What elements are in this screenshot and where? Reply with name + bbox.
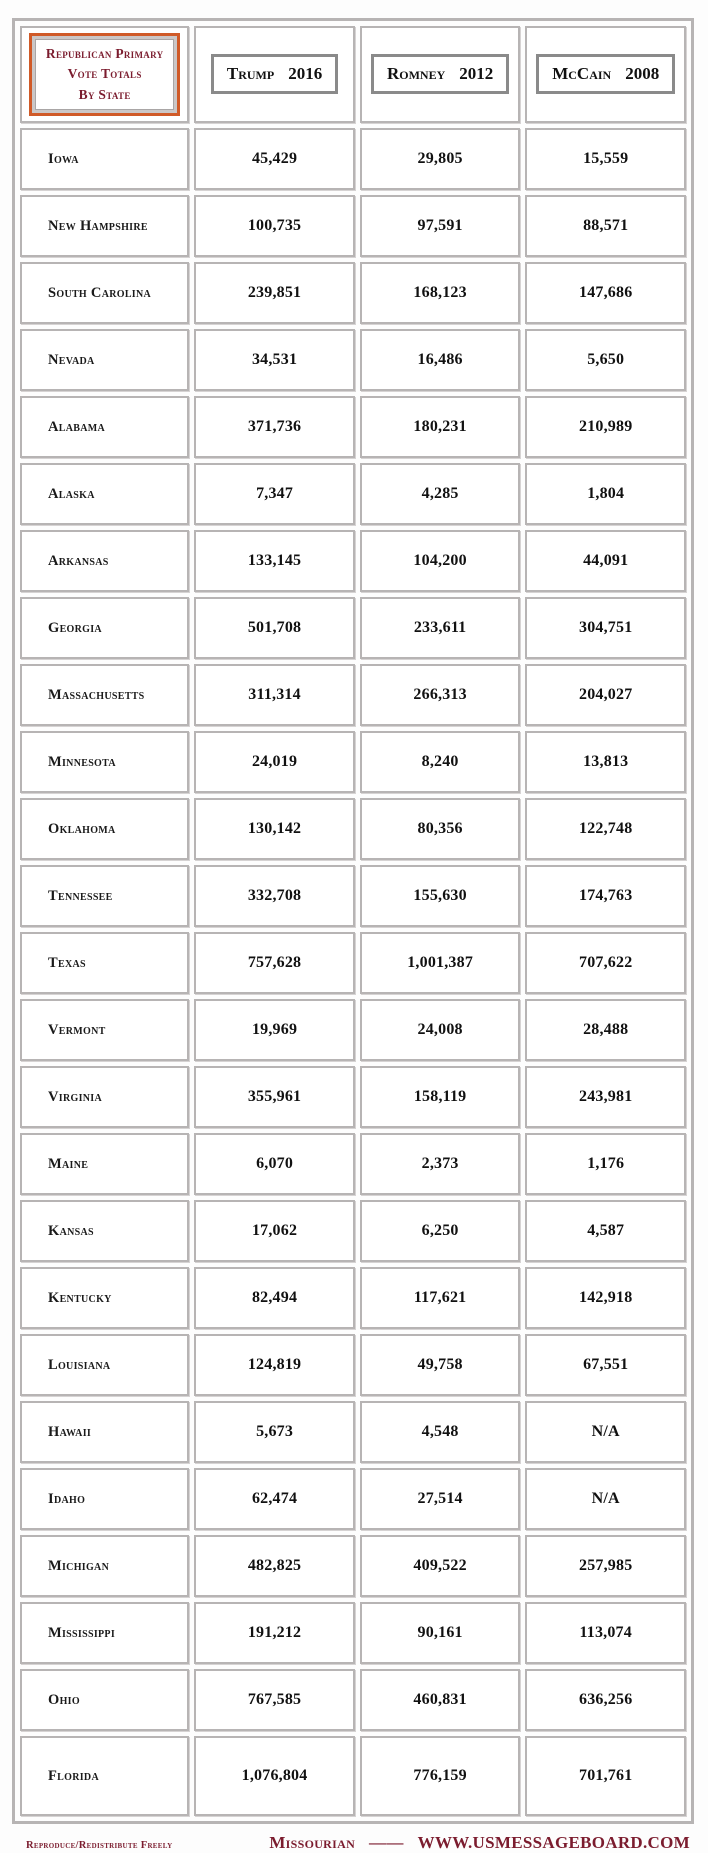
state-cell <box>20 664 189 726</box>
trump-cell <box>194 530 355 592</box>
trump-value: 133,145 <box>247 551 302 569</box>
romney-value: 776,159 <box>413 1766 467 1784</box>
trump-cell <box>194 932 355 994</box>
trump-cell <box>194 1669 355 1731</box>
table-row <box>20 1736 686 1816</box>
mccain-cell <box>525 1535 686 1597</box>
table-row <box>20 463 686 525</box>
romney-cell <box>360 1401 521 1463</box>
trump-value: 371,736 <box>247 417 302 435</box>
trump-value: 24,019 <box>251 752 298 770</box>
romney-value: 117,621 <box>413 1288 467 1306</box>
state-name: Minnesota <box>48 753 116 770</box>
table-row <box>20 664 686 726</box>
romney-cell <box>360 932 521 994</box>
state-name: Kentucky <box>48 1289 112 1306</box>
column-header-trump <box>211 54 338 94</box>
romney-value: 49,758 <box>417 1355 463 1373</box>
page-title-line-1: Republican Primary <box>45 46 164 61</box>
candidate-name: Romney <box>386 64 446 84</box>
trump-value: 501,708 <box>247 618 302 636</box>
table-row <box>20 329 686 391</box>
state-cell <box>20 865 189 927</box>
mccain-cell <box>525 1401 686 1463</box>
mccain-cell <box>525 798 686 860</box>
table-title-inner <box>35 39 174 110</box>
table-row <box>20 530 686 592</box>
trump-value: 7,347 <box>256 484 294 502</box>
mccain-cell <box>525 1200 686 1262</box>
state-cell <box>20 798 189 860</box>
romney-cell <box>360 1602 521 1664</box>
trump-cell <box>194 1535 355 1597</box>
vote-table-header <box>20 26 686 123</box>
romney-cell <box>360 195 521 257</box>
trump-cell <box>194 664 355 726</box>
trump-value: 757,628 <box>247 953 302 971</box>
romney-cell <box>360 1468 521 1530</box>
candidate-year: 2012 <box>459 64 494 84</box>
table-row <box>20 396 686 458</box>
romney-value: 2,373 <box>421 1154 459 1172</box>
state-name: South Carolina <box>48 284 152 301</box>
trump-value: 311,314 <box>248 685 301 703</box>
mccain-value: 210,989 <box>579 417 633 435</box>
state-name: Kansas <box>48 1222 94 1239</box>
trump-cell <box>194 1200 355 1262</box>
romney-value: 6,250 <box>421 1221 459 1239</box>
mccain-value: 15,559 <box>583 149 629 167</box>
romney-value: 409,522 <box>413 1556 467 1574</box>
table-row <box>20 932 686 994</box>
mccain-value: 147,686 <box>579 283 633 301</box>
trump-cell <box>194 999 355 1061</box>
state-name: New Hampshire <box>48 217 148 234</box>
column-header-cell-mccain <box>525 26 686 123</box>
mccain-value: 304,751 <box>579 618 633 636</box>
trump-cell <box>194 1401 355 1463</box>
mccain-value: 174,763 <box>579 886 633 904</box>
romney-cell <box>360 1334 521 1396</box>
romney-cell <box>360 1200 521 1262</box>
romney-value: 104,200 <box>413 551 467 569</box>
table-row <box>20 731 686 793</box>
romney-value: 460,831 <box>413 1690 467 1708</box>
state-name: Alaska <box>48 485 95 502</box>
trump-value: 100,735 <box>247 216 302 234</box>
trump-cell <box>194 1133 355 1195</box>
trump-value: 239,851 <box>247 283 302 301</box>
trump-cell <box>194 1602 355 1664</box>
table-title-box <box>29 33 180 116</box>
column-header-romney <box>371 54 509 94</box>
state-name: Texas <box>48 954 86 971</box>
trump-value: 17,062 <box>251 1221 298 1239</box>
vote-totals-sheet <box>0 18 708 1852</box>
mccain-cell <box>525 1066 686 1128</box>
state-cell <box>20 1200 189 1262</box>
state-cell <box>20 1267 189 1329</box>
mccain-value: 1,176 <box>587 1154 625 1172</box>
state-cell <box>20 1736 189 1816</box>
trump-cell <box>194 329 355 391</box>
candidate-year: 2016 <box>288 64 323 84</box>
mccain-cell <box>525 463 686 525</box>
romney-cell <box>360 1066 521 1128</box>
mccain-cell <box>525 865 686 927</box>
trump-value: 482,825 <box>247 1556 302 1574</box>
mccain-cell <box>525 731 686 793</box>
state-name: Vermont <box>48 1021 106 1038</box>
romney-cell <box>360 1133 521 1195</box>
state-name: Louisiana <box>48 1356 111 1373</box>
trump-cell <box>194 865 355 927</box>
romney-cell <box>360 664 521 726</box>
table-row <box>20 1468 686 1530</box>
state-cell <box>20 932 189 994</box>
trump-value: 6,070 <box>256 1154 294 1172</box>
romney-value: 1,001,387 <box>407 953 474 971</box>
state-cell <box>20 195 189 257</box>
page-title-line-2: Vote Totals <box>67 66 142 82</box>
mccain-value: 243,981 <box>579 1087 633 1105</box>
state-cell <box>20 597 189 659</box>
romney-value: 27,514 <box>417 1489 463 1507</box>
trump-cell <box>194 597 355 659</box>
romney-cell <box>360 597 521 659</box>
table-row <box>20 597 686 659</box>
footer-license: Reproduce/Redistribute Freely <box>26 1839 173 1851</box>
column-header-cell-romney <box>360 26 521 123</box>
romney-value: 4,548 <box>421 1422 459 1440</box>
state-cell <box>20 1535 189 1597</box>
trump-value: 332,708 <box>247 886 302 904</box>
state-cell <box>20 463 189 525</box>
vote-table <box>12 18 694 1824</box>
mccain-value: 1,804 <box>587 484 625 502</box>
footer-dash: —— <box>369 1832 404 1852</box>
trump-cell <box>194 731 355 793</box>
romney-value: 266,313 <box>413 685 467 703</box>
romney-value: 97,591 <box>417 216 463 234</box>
state-cell <box>20 128 189 190</box>
trump-cell <box>194 798 355 860</box>
state-name: Florida <box>48 1767 99 1784</box>
trump-value: 191,212 <box>247 1623 302 1641</box>
header-row <box>20 26 686 123</box>
state-cell <box>20 530 189 592</box>
mccain-value: 4,587 <box>587 1221 625 1239</box>
trump-value: 5,673 <box>256 1422 294 1440</box>
state-cell <box>20 262 189 324</box>
mccain-cell <box>525 128 686 190</box>
table-row <box>20 1669 686 1731</box>
table-row <box>20 865 686 927</box>
mccain-value: 142,918 <box>579 1288 633 1306</box>
mccain-value: 44,091 <box>583 551 629 569</box>
state-cell <box>20 396 189 458</box>
romney-cell <box>360 1535 521 1597</box>
mccain-value: 28,488 <box>583 1020 629 1038</box>
mccain-value: 67,551 <box>583 1355 629 1373</box>
trump-value: 130,142 <box>247 819 302 837</box>
table-row <box>20 1200 686 1262</box>
candidate-year: 2008 <box>625 64 660 84</box>
state-cell <box>20 999 189 1061</box>
mccain-value: 5,650 <box>587 350 625 368</box>
romney-cell <box>360 999 521 1061</box>
state-name: Mississippi <box>48 1624 116 1641</box>
mccain-cell <box>525 396 686 458</box>
trump-cell <box>194 195 355 257</box>
mccain-value: 122,748 <box>579 819 633 837</box>
trump-cell <box>194 128 355 190</box>
state-name: Alabama <box>48 418 106 435</box>
mccain-cell <box>525 195 686 257</box>
romney-cell <box>360 530 521 592</box>
state-name: Hawaii <box>48 1423 92 1440</box>
candidate-name: McCain <box>552 64 612 84</box>
trump-cell <box>194 262 355 324</box>
romney-value: 80,356 <box>417 819 463 837</box>
romney-cell <box>360 865 521 927</box>
trump-cell <box>194 1736 355 1816</box>
mccain-value: 13,813 <box>583 752 629 770</box>
state-name: Michigan <box>48 1557 110 1574</box>
table-row <box>20 999 686 1061</box>
state-name: Massachusetts <box>48 686 145 703</box>
trump-value: 19,969 <box>251 1020 298 1038</box>
romney-cell <box>360 329 521 391</box>
table-row <box>20 128 686 190</box>
mccain-value: 88,571 <box>583 216 629 234</box>
mccain-cell <box>525 530 686 592</box>
mccain-value: 636,256 <box>579 1690 633 1708</box>
romney-value: 233,611 <box>413 618 467 636</box>
state-cell <box>20 329 189 391</box>
footer-author: Missourian <box>269 1832 356 1852</box>
mccain-cell <box>525 1334 686 1396</box>
trump-value: 45,429 <box>251 149 298 167</box>
trump-value: 767,585 <box>247 1690 302 1708</box>
table-row <box>20 798 686 860</box>
mccain-cell <box>525 1133 686 1195</box>
trump-value: 34,531 <box>251 350 298 368</box>
state-cell <box>20 1602 189 1664</box>
romney-value: 4,285 <box>421 484 459 502</box>
footer <box>26 1833 690 1853</box>
trump-value: 355,961 <box>247 1087 302 1105</box>
column-header-mccain <box>536 54 675 94</box>
state-name: Arkansas <box>48 552 109 569</box>
table-row <box>20 1066 686 1128</box>
romney-cell <box>360 1736 521 1816</box>
page-title-line-3: By State <box>78 86 131 102</box>
state-name: Tennessee <box>48 887 113 904</box>
state-cell <box>20 731 189 793</box>
trump-value: 62,474 <box>251 1489 298 1507</box>
table-row <box>20 1535 686 1597</box>
romney-value: 168,123 <box>413 283 467 301</box>
mccain-cell <box>525 329 686 391</box>
mccain-value: N/A <box>591 1489 620 1507</box>
romney-value: 29,805 <box>417 149 463 167</box>
footer-credit <box>269 1833 690 1853</box>
mccain-cell <box>525 999 686 1061</box>
trump-cell <box>194 1066 355 1128</box>
romney-value: 155,630 <box>413 886 467 904</box>
mccain-value: 257,985 <box>579 1556 633 1574</box>
trump-cell <box>194 463 355 525</box>
mccain-value: 113,074 <box>579 1623 632 1641</box>
mccain-cell <box>525 664 686 726</box>
table-row <box>20 1401 686 1463</box>
mccain-cell <box>525 262 686 324</box>
state-name: Georgia <box>48 619 102 636</box>
state-cell <box>20 1401 189 1463</box>
mccain-cell <box>525 597 686 659</box>
table-row <box>20 195 686 257</box>
state-cell <box>20 1133 189 1195</box>
state-cell <box>20 1066 189 1128</box>
mccain-cell <box>525 1267 686 1329</box>
romney-value: 24,008 <box>417 1020 463 1038</box>
romney-cell <box>360 128 521 190</box>
state-name: Oklahoma <box>48 820 116 837</box>
state-cell <box>20 1334 189 1396</box>
table-row <box>20 1267 686 1329</box>
table-row <box>20 1133 686 1195</box>
mccain-value: 707,622 <box>579 953 633 971</box>
state-name: Maine <box>48 1155 89 1172</box>
trump-cell <box>194 1267 355 1329</box>
romney-cell <box>360 463 521 525</box>
trump-value: 124,819 <box>247 1355 302 1373</box>
romney-value: 180,231 <box>413 417 467 435</box>
state-name: Iowa <box>48 150 79 167</box>
title-cell <box>20 26 189 123</box>
candidate-name: Trump <box>226 64 275 84</box>
state-cell <box>20 1669 189 1731</box>
romney-cell <box>360 262 521 324</box>
vote-table-body <box>20 128 686 1816</box>
mccain-cell <box>525 1669 686 1731</box>
column-header-cell-trump <box>194 26 355 123</box>
mccain-cell <box>525 1736 686 1816</box>
romney-cell <box>360 1267 521 1329</box>
table-row <box>20 1602 686 1664</box>
romney-value: 158,119 <box>413 1087 467 1105</box>
trump-value: 82,494 <box>251 1288 298 1306</box>
mccain-value: 701,761 <box>579 1766 633 1784</box>
romney-cell <box>360 731 521 793</box>
trump-cell <box>194 396 355 458</box>
mccain-cell <box>525 1468 686 1530</box>
mccain-value: 204,027 <box>579 685 633 703</box>
romney-value: 16,486 <box>417 350 463 368</box>
footer-url: WWW.USMESSAGEBOARD.COM <box>417 1832 690 1852</box>
table-row <box>20 262 686 324</box>
trump-cell <box>194 1334 355 1396</box>
state-cell <box>20 1468 189 1530</box>
trump-value: 1,076,804 <box>241 1766 308 1784</box>
trump-cell <box>194 1468 355 1530</box>
romney-cell <box>360 1669 521 1731</box>
state-name: Virginia <box>48 1088 102 1105</box>
mccain-cell <box>525 932 686 994</box>
romney-cell <box>360 798 521 860</box>
table-row <box>20 1334 686 1396</box>
state-name: Ohio <box>48 1691 80 1708</box>
state-name: Nevada <box>48 351 95 368</box>
state-name: Idaho <box>48 1490 86 1507</box>
romney-value: 8,240 <box>421 752 459 770</box>
romney-cell <box>360 396 521 458</box>
mccain-cell <box>525 1602 686 1664</box>
mccain-value: N/A <box>591 1422 620 1440</box>
romney-value: 90,161 <box>417 1623 463 1641</box>
